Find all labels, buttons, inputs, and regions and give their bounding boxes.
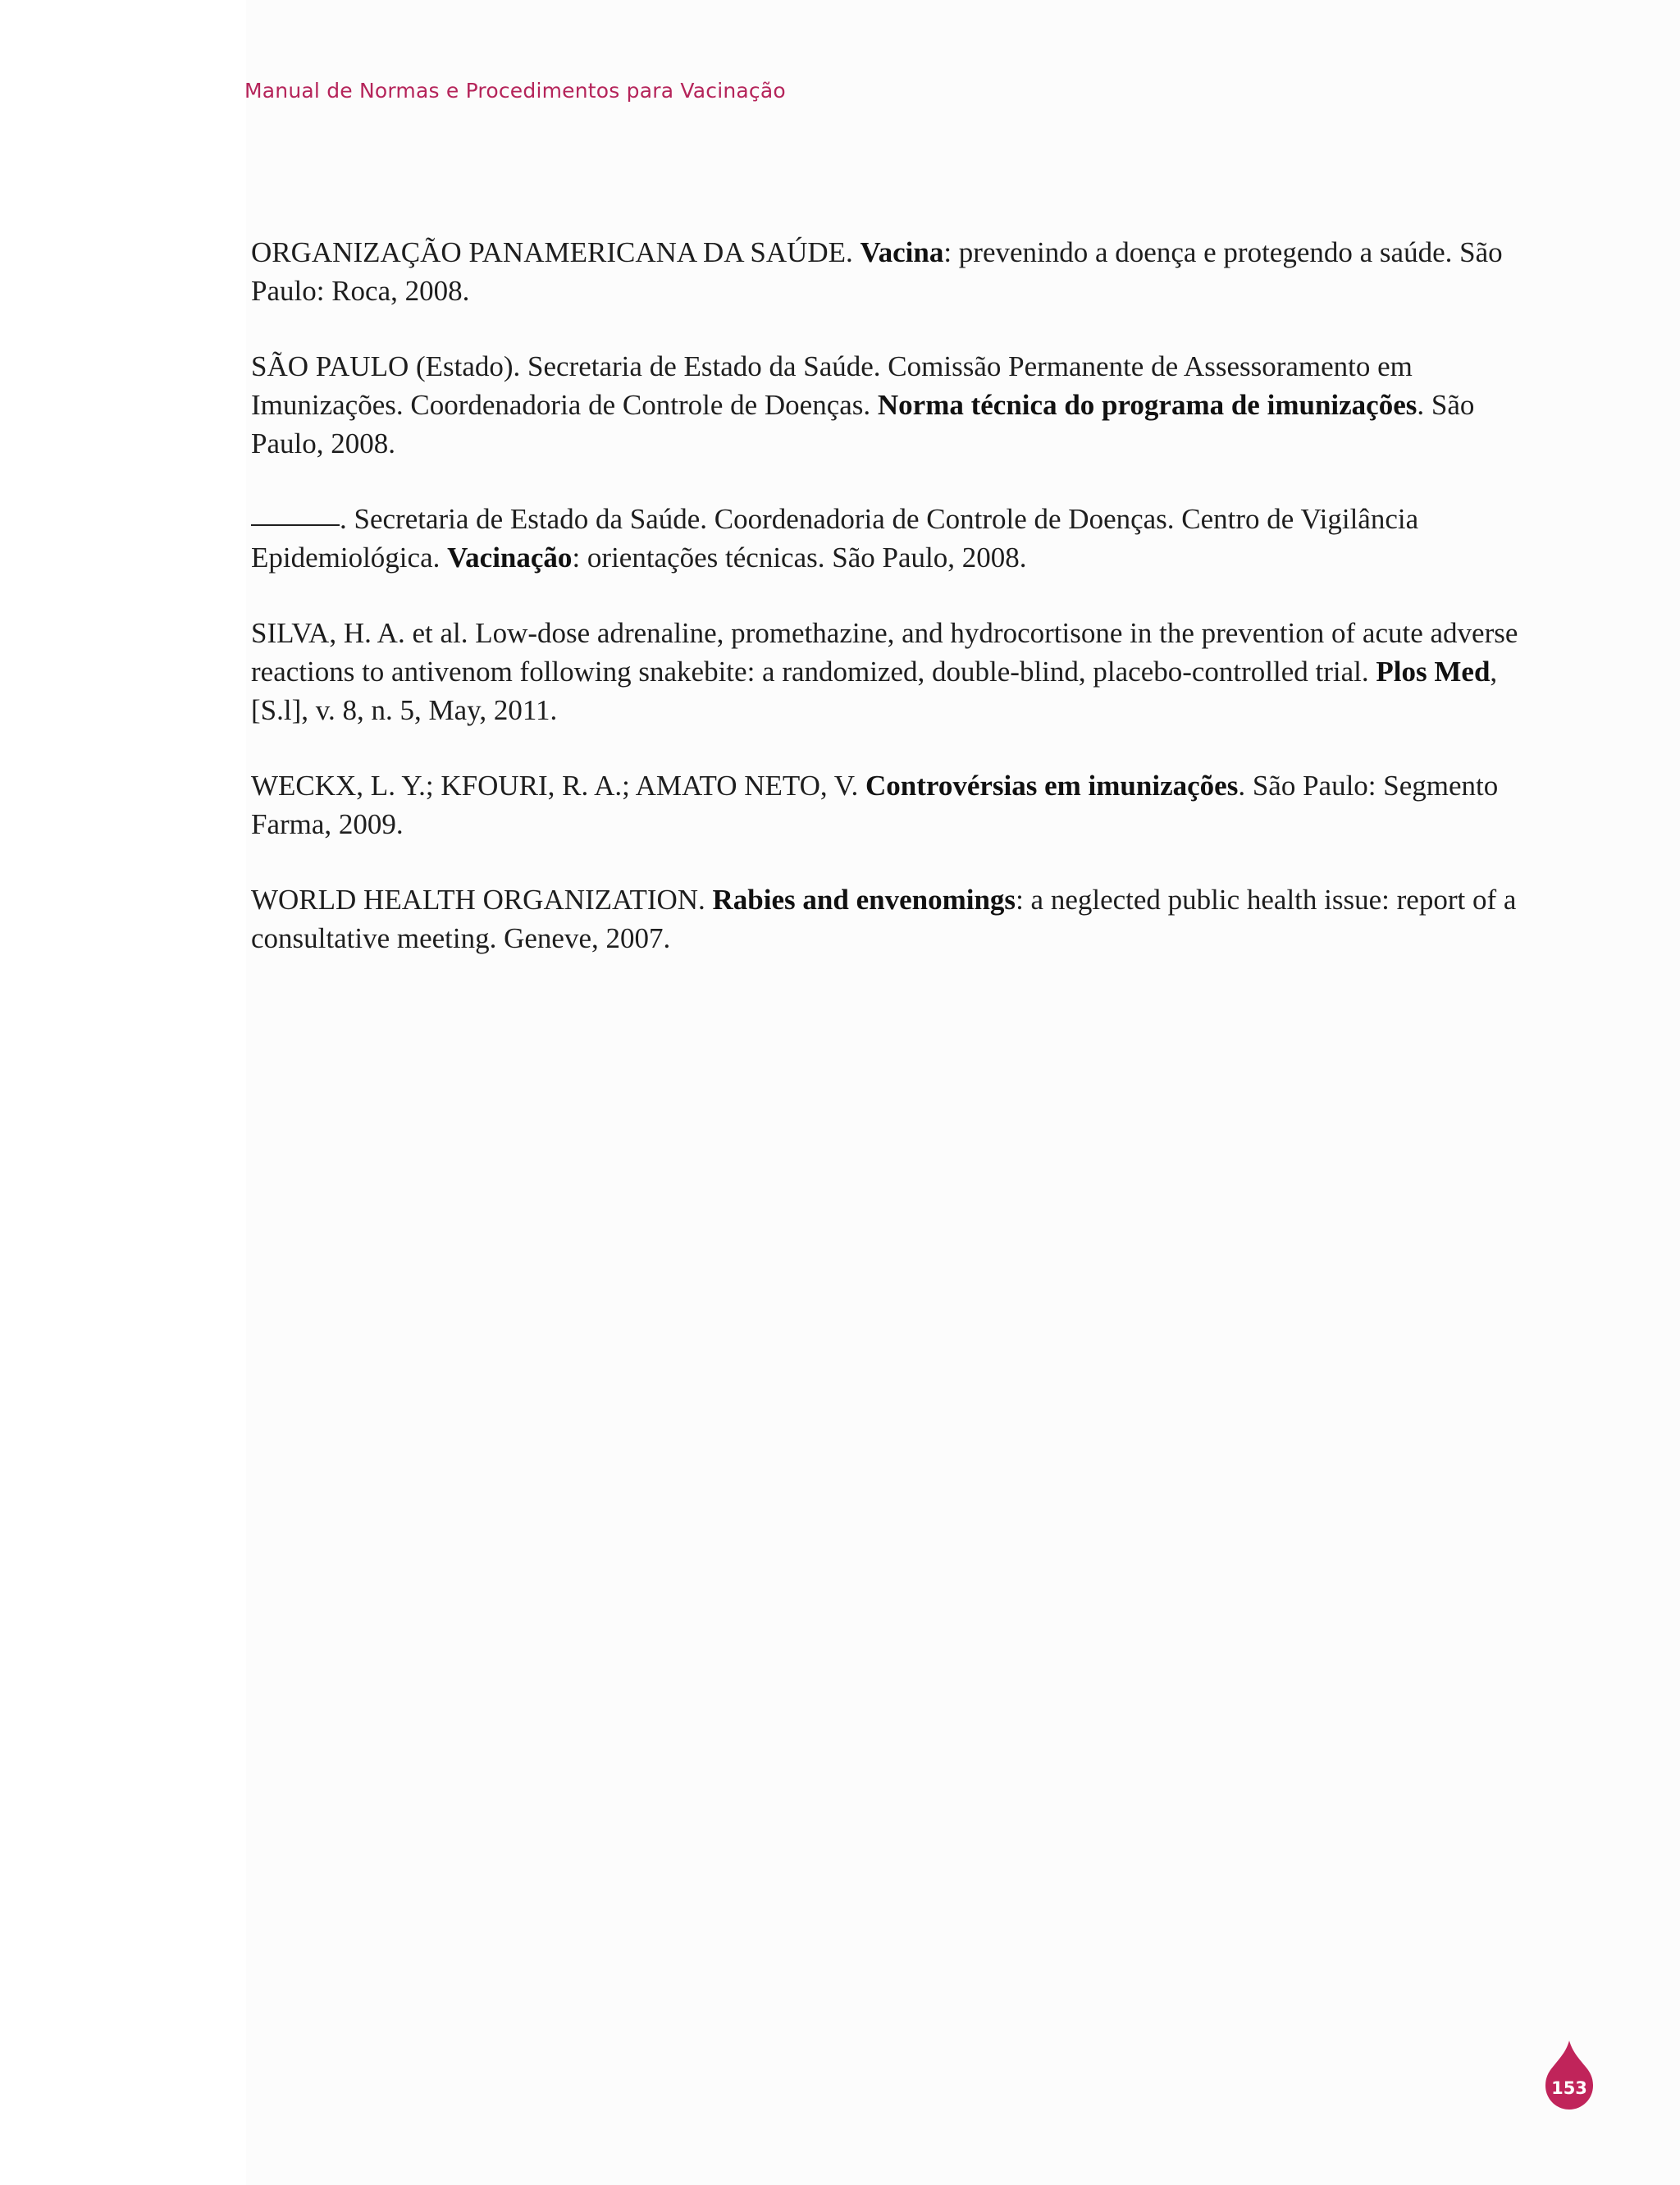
- reference-title: Vacina: [860, 236, 944, 268]
- reference-item: [251, 880, 1531, 958]
- drop-shape: [1545, 2041, 1593, 2110]
- reference-title: Rabies and envenomings: [712, 884, 1016, 916]
- reference-details: : prevenindo a doença e protegendo a saúde. São Paulo: Roca, 2008.: [251, 236, 1503, 307]
- reference-item: [251, 233, 1531, 310]
- reference-item: [251, 614, 1531, 729]
- reference-details: , [S.l], v. 8, n. 5, May, 2011.: [251, 656, 1498, 726]
- reference-item: [251, 347, 1531, 463]
- reference-author: . Secretaria de Estado da Saúde. Coordenadoria de Controle de Doenças. Centro de Vigilância Epidemiológica.: [251, 503, 1419, 574]
- reference-author: SÃO PAULO (Estado). Secretaria de Estado da Saúde. Comissão Permanente de Assessoramento em Imunizações. Coordenadoria de Controle de Doenças.: [251, 350, 1413, 421]
- reference-details: . São Paulo, 2008.: [251, 389, 1475, 459]
- page-number-badge: [1545, 2041, 1593, 2111]
- reference-details: . São Paulo: Segmento Farma, 2009.: [251, 770, 1499, 840]
- reference-details: : orientações técnicas. São Paulo, 2008.: [572, 542, 1027, 574]
- reference-title: Norma técnica do programa de imunizações: [877, 389, 1418, 421]
- drop-icon: [1545, 2041, 1593, 2111]
- reference-author: WORLD HEALTH ORGANIZATION.: [251, 884, 713, 916]
- reference-title: Controvérsias em imunizações: [865, 770, 1239, 802]
- page-number: 153: [1551, 2078, 1587, 2098]
- reference-details: : a neglected public health issue: report of a consultative meeting. Geneve, 2007.: [251, 884, 1517, 954]
- reference-author: ORGANIZAÇÃO PANAMERICANA DA SAÚDE.: [251, 236, 861, 268]
- reference-author: WECKX, L. Y.; KFOURI, R. A.; AMATO NETO, V.: [251, 770, 866, 802]
- running-header: Manual de Normas e Procedimentos para Vacinação: [244, 79, 786, 103]
- reference-author: SILVA, H. A. et al. Low-dose adrenaline, promethazine, and hydrocortisone in the prevention of acute adverse reactions to antivenom following snakebite: a randomized, double-blind, placebo-controlled trial.: [251, 617, 1518, 688]
- reference-list: [251, 233, 1531, 994]
- reference-item: [251, 766, 1531, 843]
- reference-title: Plos Med: [1376, 656, 1491, 688]
- reference-title: Vacinação: [447, 542, 573, 574]
- repeated-author-line: [251, 523, 340, 526]
- reference-item: [251, 500, 1531, 577]
